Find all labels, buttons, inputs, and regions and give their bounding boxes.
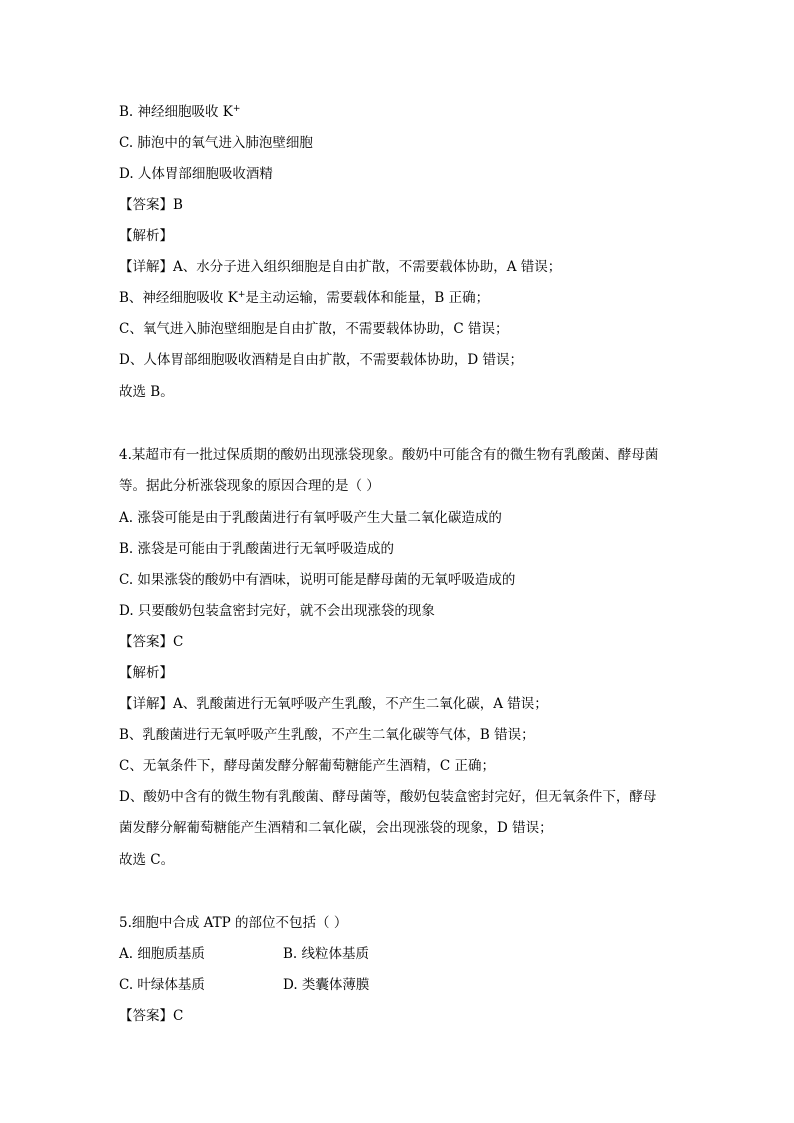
q4-detail-line-4: D、酸奶中含有的微生物有乳酸菌、酵母菌等，酸奶包装盒密封完好，但无氧条件下，酵母	[119, 789, 657, 805]
q5-option-b: B. 线粒体基质	[283, 946, 370, 962]
superscript-plus: +	[232, 104, 241, 114]
q3-detail-line-2-suffix: 是主动运输，需要载体和能量，B 正确；	[245, 290, 490, 306]
superscript-plus: +	[237, 290, 246, 300]
q3-detail-line-3: C、氧气进入肺泡壁细胞是自由扩散，不需要载体协助，C 错误；	[119, 321, 509, 337]
q3-detail-line-4: D、人体胃部细胞吸收酒精是自由扩散，不需要载体协助，D 错误；	[119, 352, 523, 368]
q4-analysis-heading: 【解析】	[119, 665, 173, 681]
q4-answer: 【答案】C	[119, 634, 184, 650]
q3-answer: 【答案】B	[119, 197, 183, 213]
q3-conclusion: 故选 B。	[119, 384, 174, 400]
q3-analysis-heading: 【解析】	[119, 228, 173, 244]
q4-stem-line-2: 等。据此分析涨袋现象的原因合理的是（ ）	[119, 478, 380, 494]
q3-detail-line-2	[119, 289, 489, 307]
q5-option-a: A. 细胞质基质	[119, 946, 205, 962]
q4-detail-line-5: 菌发酵分解葡萄糖能产生酒精和二氧化碳，会出现涨袋的现象，D 错误；	[119, 820, 553, 836]
q5-answer: 【答案】C	[119, 1008, 184, 1024]
q5-option-d: D. 类囊体薄膜	[283, 977, 370, 993]
q4-detail-line-1: 【详解】A、乳酸菌进行无氧呼吸产生乳酸，不产生二氧化碳，A 错误；	[119, 696, 548, 712]
q3-option-c: C. 肺泡中的氧气进入肺泡壁细胞	[119, 135, 313, 151]
q5-option-c: C. 叶绿体基质	[119, 977, 205, 993]
q4-conclusion: 故选 C。	[119, 852, 175, 868]
q3-option-b-text: B. 神经细胞吸收 K	[119, 104, 233, 120]
q3-option-b	[119, 103, 240, 121]
q5-stem: 5.细胞中合成 ATP 的部位不包括（ ）	[119, 915, 348, 931]
q3-detail-line-2-prefix: B、神经细胞吸收 K	[119, 290, 238, 306]
q4-option-a: A. 涨袋可能是由于乳酸菌进行有氧呼吸产生大量二氧化碳造成的	[119, 510, 502, 526]
q3-option-d: D. 人体胃部细胞吸收酒精	[119, 166, 273, 182]
q4-detail-line-2: B、乳酸菌进行无氧呼吸产生乳酸，不产生二氧化碳等气体，B 错误；	[119, 727, 535, 743]
q4-option-c: C. 如果涨袋的酸奶中有酒味，说明可能是酵母菌的无氧呼吸造成的	[119, 572, 516, 588]
q3-detail-line-1: 【详解】A、水分子进入组织细胞是自由扩散，不需要载体协助，A 错误；	[119, 259, 562, 275]
q4-option-b: B. 涨袋是可能由于乳酸菌进行无氧呼吸造成的	[119, 541, 395, 557]
q4-option-d: D. 只要酸奶包装盒密封完好，就不会出现涨袋的现象	[119, 603, 435, 619]
q4-stem-line-1: 4.某超市有一批过保质期的酸奶出现涨袋现象。酸奶中可能含有的微生物有乳酸菌、酵母菌	[119, 447, 659, 463]
q4-detail-line-3: C、无氧条件下，酵母菌发酵分解葡萄糖能产生酒精，C 正确；	[119, 758, 495, 774]
